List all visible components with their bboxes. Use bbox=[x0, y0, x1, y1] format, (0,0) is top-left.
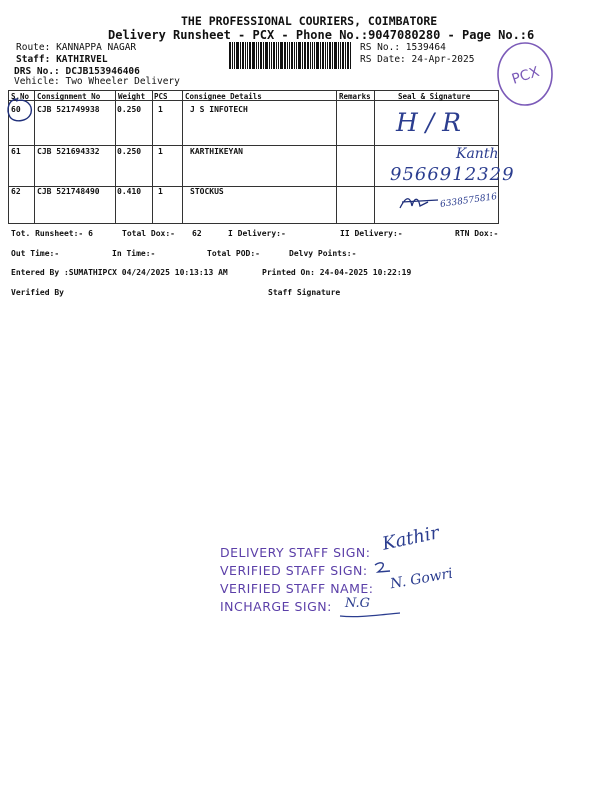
total-pod: Total POD:- bbox=[207, 249, 260, 258]
barcode-bar bbox=[310, 42, 311, 69]
drs-barcode bbox=[229, 42, 352, 69]
out-time: Out Time:- bbox=[11, 249, 60, 258]
row-pcs: 1 bbox=[158, 105, 163, 114]
row-consignee: J S INFOTECH bbox=[190, 105, 248, 114]
barcode-bar bbox=[269, 42, 270, 69]
row-sno: 62 bbox=[11, 187, 21, 196]
stamp-verified-staff-sign: VERIFIED STAFF SIGN: bbox=[220, 563, 368, 578]
barcode-bar bbox=[332, 42, 333, 69]
barcode-bar bbox=[302, 42, 303, 69]
row-weight: 0.410 bbox=[117, 187, 142, 196]
row-sno: 60 bbox=[11, 105, 21, 114]
barcode-bar bbox=[234, 42, 235, 69]
row-consignment: CJB 521748490 bbox=[37, 187, 100, 196]
barcode-bar bbox=[289, 42, 290, 69]
barcode-bar bbox=[307, 42, 309, 69]
barcode-bar bbox=[236, 42, 239, 69]
route-value: KANNAPPA NAGAR bbox=[56, 42, 137, 53]
barcode-bar bbox=[338, 42, 339, 69]
barcode-bar bbox=[263, 42, 264, 69]
row-consignee: STOCKUS bbox=[190, 187, 224, 196]
rs-no-label: RS No.: bbox=[360, 42, 401, 53]
company-title: THE PROFESSIONAL COURIERS, COIMBATORE bbox=[181, 14, 438, 28]
barcode-bar bbox=[342, 42, 344, 69]
printed-on: Printed On: 24-04-2025 10:22:19 bbox=[262, 268, 412, 277]
barcode-bar bbox=[340, 42, 341, 69]
rs-date-value: 24-Apr-2025 bbox=[411, 54, 475, 65]
hand-staff-sign: Kathir bbox=[380, 522, 441, 555]
barcode-bar bbox=[252, 42, 255, 69]
row-pcs: 1 bbox=[158, 147, 163, 156]
hand-incharge-sign: N.G bbox=[345, 596, 371, 611]
hand-phone-row2: 9566912329 bbox=[390, 164, 515, 185]
in-time: In Time:- bbox=[112, 249, 156, 258]
pen-circle-mark bbox=[4, 96, 34, 124]
rs-no-line bbox=[360, 42, 446, 53]
barcode-bar bbox=[312, 42, 313, 69]
hand-verified-sign-scribble bbox=[372, 560, 396, 576]
hand-name-row2: Kanth bbox=[456, 146, 499, 162]
barcode-bar bbox=[256, 42, 257, 69]
barcode-bar bbox=[294, 42, 295, 69]
i-delivery: I Delivery:- bbox=[228, 229, 286, 238]
barcode-bar bbox=[347, 42, 349, 69]
col-consignee: Consignee Details bbox=[185, 92, 262, 101]
hand-incharge-underline bbox=[338, 598, 402, 620]
barcode-bar bbox=[284, 42, 286, 69]
barcode-bar bbox=[247, 42, 248, 69]
runsheet-subtitle: Delivery Runsheet - PCX - Phone No.:9047080280 - Page No.:6 bbox=[108, 28, 535, 42]
barcode-bar bbox=[249, 42, 251, 69]
drs-label: DRS No.: bbox=[14, 66, 60, 77]
barcode-bar bbox=[345, 42, 346, 69]
barcode-bar bbox=[329, 42, 331, 69]
barcode-bar bbox=[287, 42, 288, 69]
barcode-bar bbox=[240, 42, 241, 69]
staff-label: Staff: bbox=[16, 54, 51, 65]
barcode-bar bbox=[232, 42, 233, 69]
row-sno: 61 bbox=[11, 147, 21, 156]
total-dox-label: Total Dox:- bbox=[122, 229, 175, 238]
barcode-bar bbox=[280, 42, 283, 69]
delvy-points: Delvy Points:- bbox=[289, 249, 357, 258]
entered-by: Entered By :SUMATHIPCX 04/24/2025 10:13:13 AM bbox=[11, 268, 228, 277]
staff-signature: Staff Signature bbox=[268, 288, 341, 297]
row-consignee: KARTHIKEYAN bbox=[190, 147, 243, 156]
stamp-delivery-staff-sign: DELIVERY STAFF SIGN: bbox=[220, 545, 371, 560]
barcode-bar bbox=[350, 42, 351, 69]
row-consignment: CJB 521694332 bbox=[37, 147, 100, 156]
stamp-incharge-sign: INCHARGE SIGN: bbox=[220, 599, 332, 614]
barcode-bar bbox=[278, 42, 279, 69]
drs-value: DCJB153946406 bbox=[65, 66, 140, 77]
hand-remark-row1: H / R bbox=[396, 108, 461, 137]
barcode-bar bbox=[245, 42, 246, 69]
stamp-verified-staff-name: VERIFIED STAFF NAME: bbox=[220, 581, 374, 596]
barcode-bar bbox=[314, 42, 315, 69]
barcode-bar bbox=[334, 42, 337, 69]
barcode-bar bbox=[242, 42, 244, 69]
barcode-bar bbox=[260, 42, 262, 69]
barcode-bar bbox=[298, 42, 301, 69]
barcode-bar bbox=[316, 42, 319, 69]
row-weight: 0.250 bbox=[117, 105, 142, 114]
col-consignment: Consignment No bbox=[37, 92, 101, 101]
barcode-bar bbox=[296, 42, 297, 69]
row-pcs: 1 bbox=[158, 187, 163, 196]
col-seal: Seal & Signature bbox=[398, 92, 471, 101]
route-label: Route: bbox=[16, 42, 51, 53]
tot-runsheet: Tot. Runsheet:- 6 bbox=[11, 229, 93, 238]
rs-date-label: RS Date: bbox=[360, 54, 406, 65]
barcode-bar bbox=[271, 42, 272, 69]
rs-date-line bbox=[360, 54, 474, 65]
hand-signature-scribble bbox=[398, 192, 442, 214]
vehicle-line: Vehicle: Two Wheeler Delivery bbox=[14, 76, 180, 87]
barcode-bar bbox=[320, 42, 321, 69]
barcode-bar bbox=[229, 42, 231, 69]
col-sno: S.No bbox=[11, 92, 30, 101]
rs-no-value: 1539464 bbox=[405, 42, 446, 53]
staff-line bbox=[16, 54, 108, 65]
barcode-bar bbox=[265, 42, 268, 69]
barcode-bar bbox=[325, 42, 326, 69]
row-consignment: CJB 521749938 bbox=[37, 105, 100, 114]
ii-delivery: II Delivery:- bbox=[340, 229, 403, 238]
row-weight: 0.250 bbox=[117, 147, 142, 156]
barcode-bar bbox=[291, 42, 293, 69]
hand-verified-name: N. Gowri bbox=[389, 565, 454, 593]
barcode-bar bbox=[327, 42, 328, 69]
barcode-bar bbox=[304, 42, 306, 69]
total-dox-value: 62 bbox=[192, 229, 202, 238]
staff-value: KATHIRVEL bbox=[56, 54, 108, 65]
barcode-bar bbox=[322, 42, 324, 69]
pcx-stamp bbox=[494, 40, 556, 108]
col-weight: Weight bbox=[118, 92, 146, 101]
barcode-bar bbox=[276, 42, 277, 69]
verified-by: Verified By bbox=[11, 288, 64, 297]
route-line bbox=[16, 42, 136, 53]
rtn-dox: RTN Dox:- bbox=[455, 229, 499, 238]
barcode-bar bbox=[273, 42, 275, 69]
col-pcs: PCS bbox=[154, 92, 168, 101]
pcx-stamp-text: PCX bbox=[509, 63, 542, 88]
col-remarks: Remarks bbox=[339, 92, 371, 101]
barcode-bar bbox=[258, 42, 259, 69]
hand-phone-row3: 6338575816 bbox=[439, 192, 498, 210]
